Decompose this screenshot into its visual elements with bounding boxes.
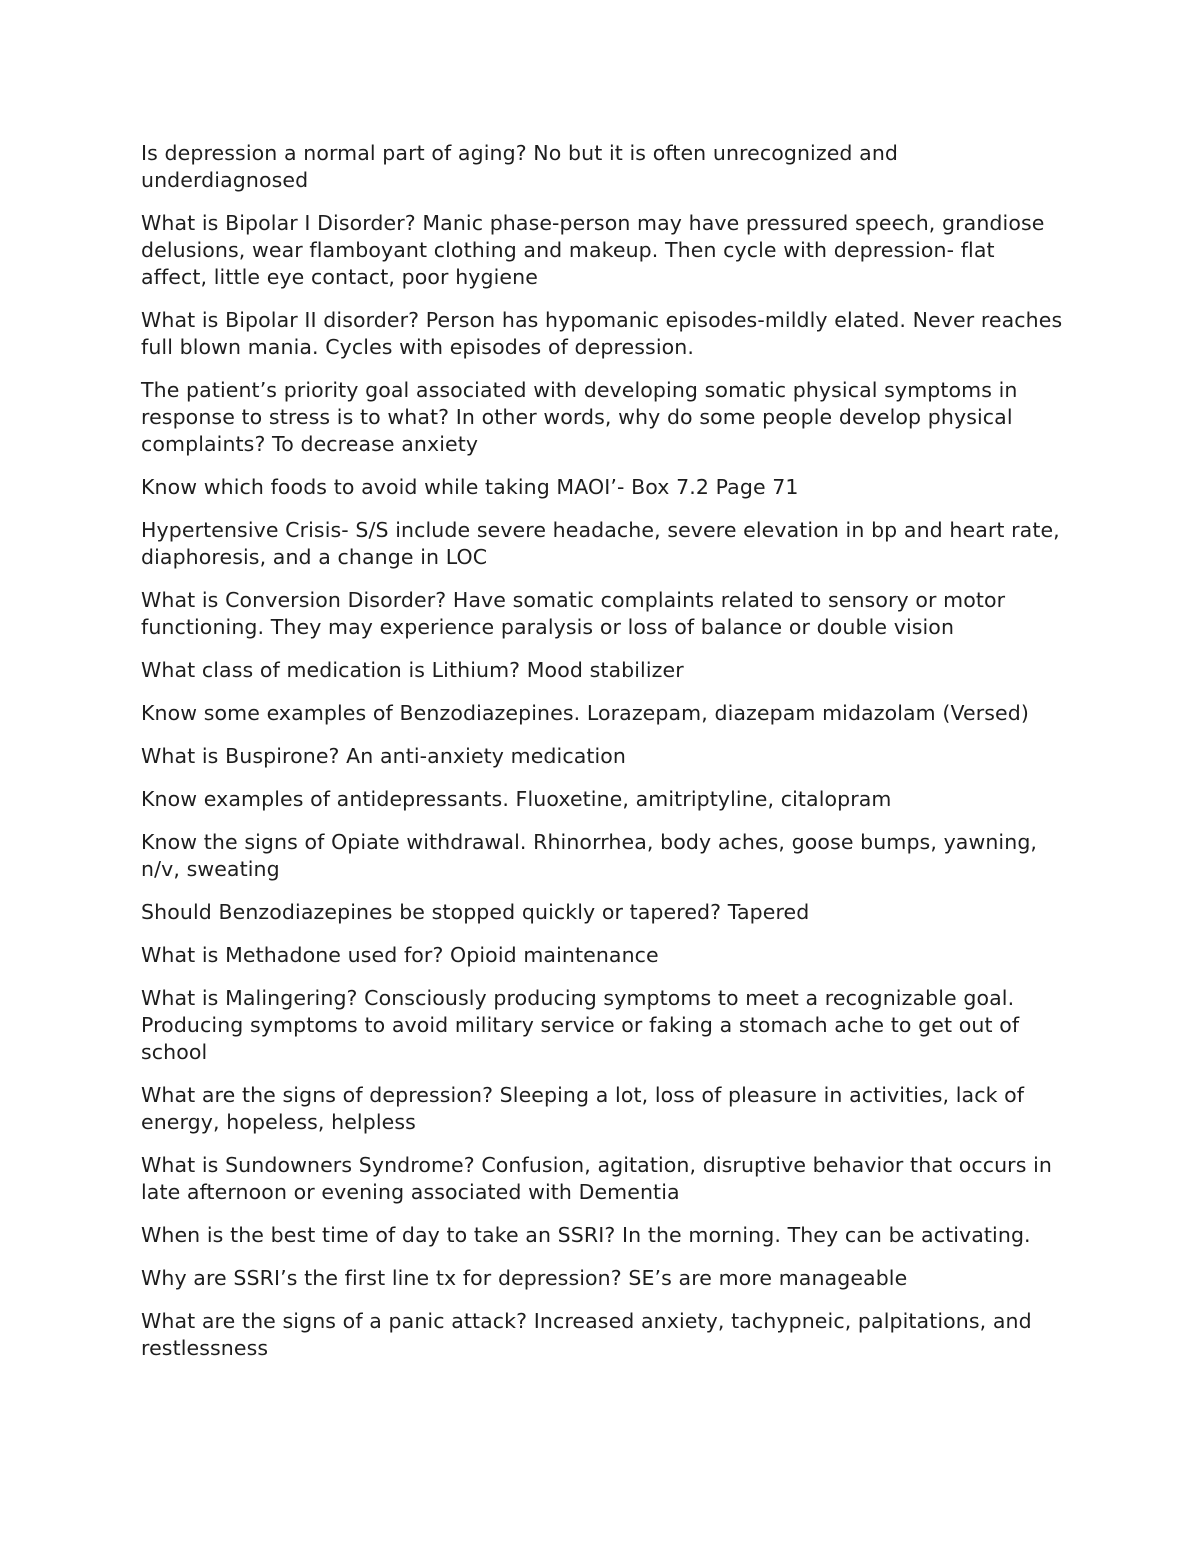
paragraph-conversion-disorder: What is Conversion Disorder? Have somatic complaints related to sensory or motor functioning. They may experience paralysis or loss of balance or double vision [141, 588, 1006, 639]
paragraph-panic-attack: What are the signs of a panic attack? Increased anxiety, tachypneic, palpitations, and restlessness [141, 1309, 1032, 1360]
paragraph-lithium: What class of medication is Lithium? Mood stabilizer [141, 658, 684, 682]
paragraph-ssri-timing: When is the best time of day to take an SSRI? In the morning. They can be activating. [141, 1223, 1031, 1247]
paragraph-malingering: What is Malingering? Consciously producing symptoms to meet a recognizable goal. Producing symptoms to avoid military service or faking a stomach ache to get out of school [141, 986, 1020, 1064]
paragraph-antidepressants: Know examples of antidepressants. Fluoxetine, amitriptyline, citalopram [141, 787, 892, 811]
paragraph-hypertensive-crisis: Hypertensive Crisis- S/S include severe headache, severe elevation in bp and heart rate, diaphoresis, and a change in LOC [141, 518, 1060, 569]
paragraph-opiate-withdrawal: Know the signs of Opiate withdrawal. Rhinorrhea, body aches, goose bumps, yawning, n/v, sweating [141, 830, 1038, 881]
paragraph-benzodiazepines: Know some examples of Benzodiazepines. Lorazepam, diazepam midazolam (Versed) [141, 701, 1029, 725]
paragraph-methadone: What is Methadone used for? Opioid maintenance [141, 943, 659, 967]
paragraph-bipolar-ii: What is Bipolar II disorder? Person has hypomanic episodes-mildly elated. Never reaches full blown mania. Cycles with episodes of depression. [141, 308, 1063, 359]
paragraph-ssri-first-line: Why are SSRI’s the first line tx for depression? SE’s are more manageable [141, 1266, 908, 1290]
paragraph-somatic-goal: The patient’s priority goal associated with developing somatic physical symptoms in response to stress is to what? In other words, why do some people develop physical complaints? To decrease anxiety [141, 378, 1018, 456]
paragraph-benzo-taper: Should Benzodiazepines be stopped quickly or tapered? Tapered [141, 900, 810, 924]
paragraph-sundowners: What is Sundowners Syndrome? Confusion, agitation, disruptive behavior that occurs in late afternoon or evening associated with Dementia [141, 1153, 1052, 1204]
paragraph-bipolar-i: What is Bipolar I Disorder? Manic phase-person may have pressured speech, grandiose delusions, wear flamboyant clothing and makeup. Then cycle with depression- flat affect, little eye contact, poor hygiene [141, 211, 1045, 289]
paragraph-depression-aging: Is depression a normal part of aging? No but it is often unrecognized and underdiagnosed [141, 141, 899, 192]
paragraph-depression-signs: What are the signs of depression? Sleeping a lot, loss of pleasure in activities, lack of energy, hopeless, helpless [141, 1083, 1025, 1134]
paragraph-buspirone: What is Buspirone? An anti-anxiety medication [141, 744, 627, 768]
document-body [141, 140, 1066, 1378]
paragraph-maoi-foods: Know which foods to avoid while taking MAOI’- Box 7.2 Page 71 [141, 475, 799, 499]
